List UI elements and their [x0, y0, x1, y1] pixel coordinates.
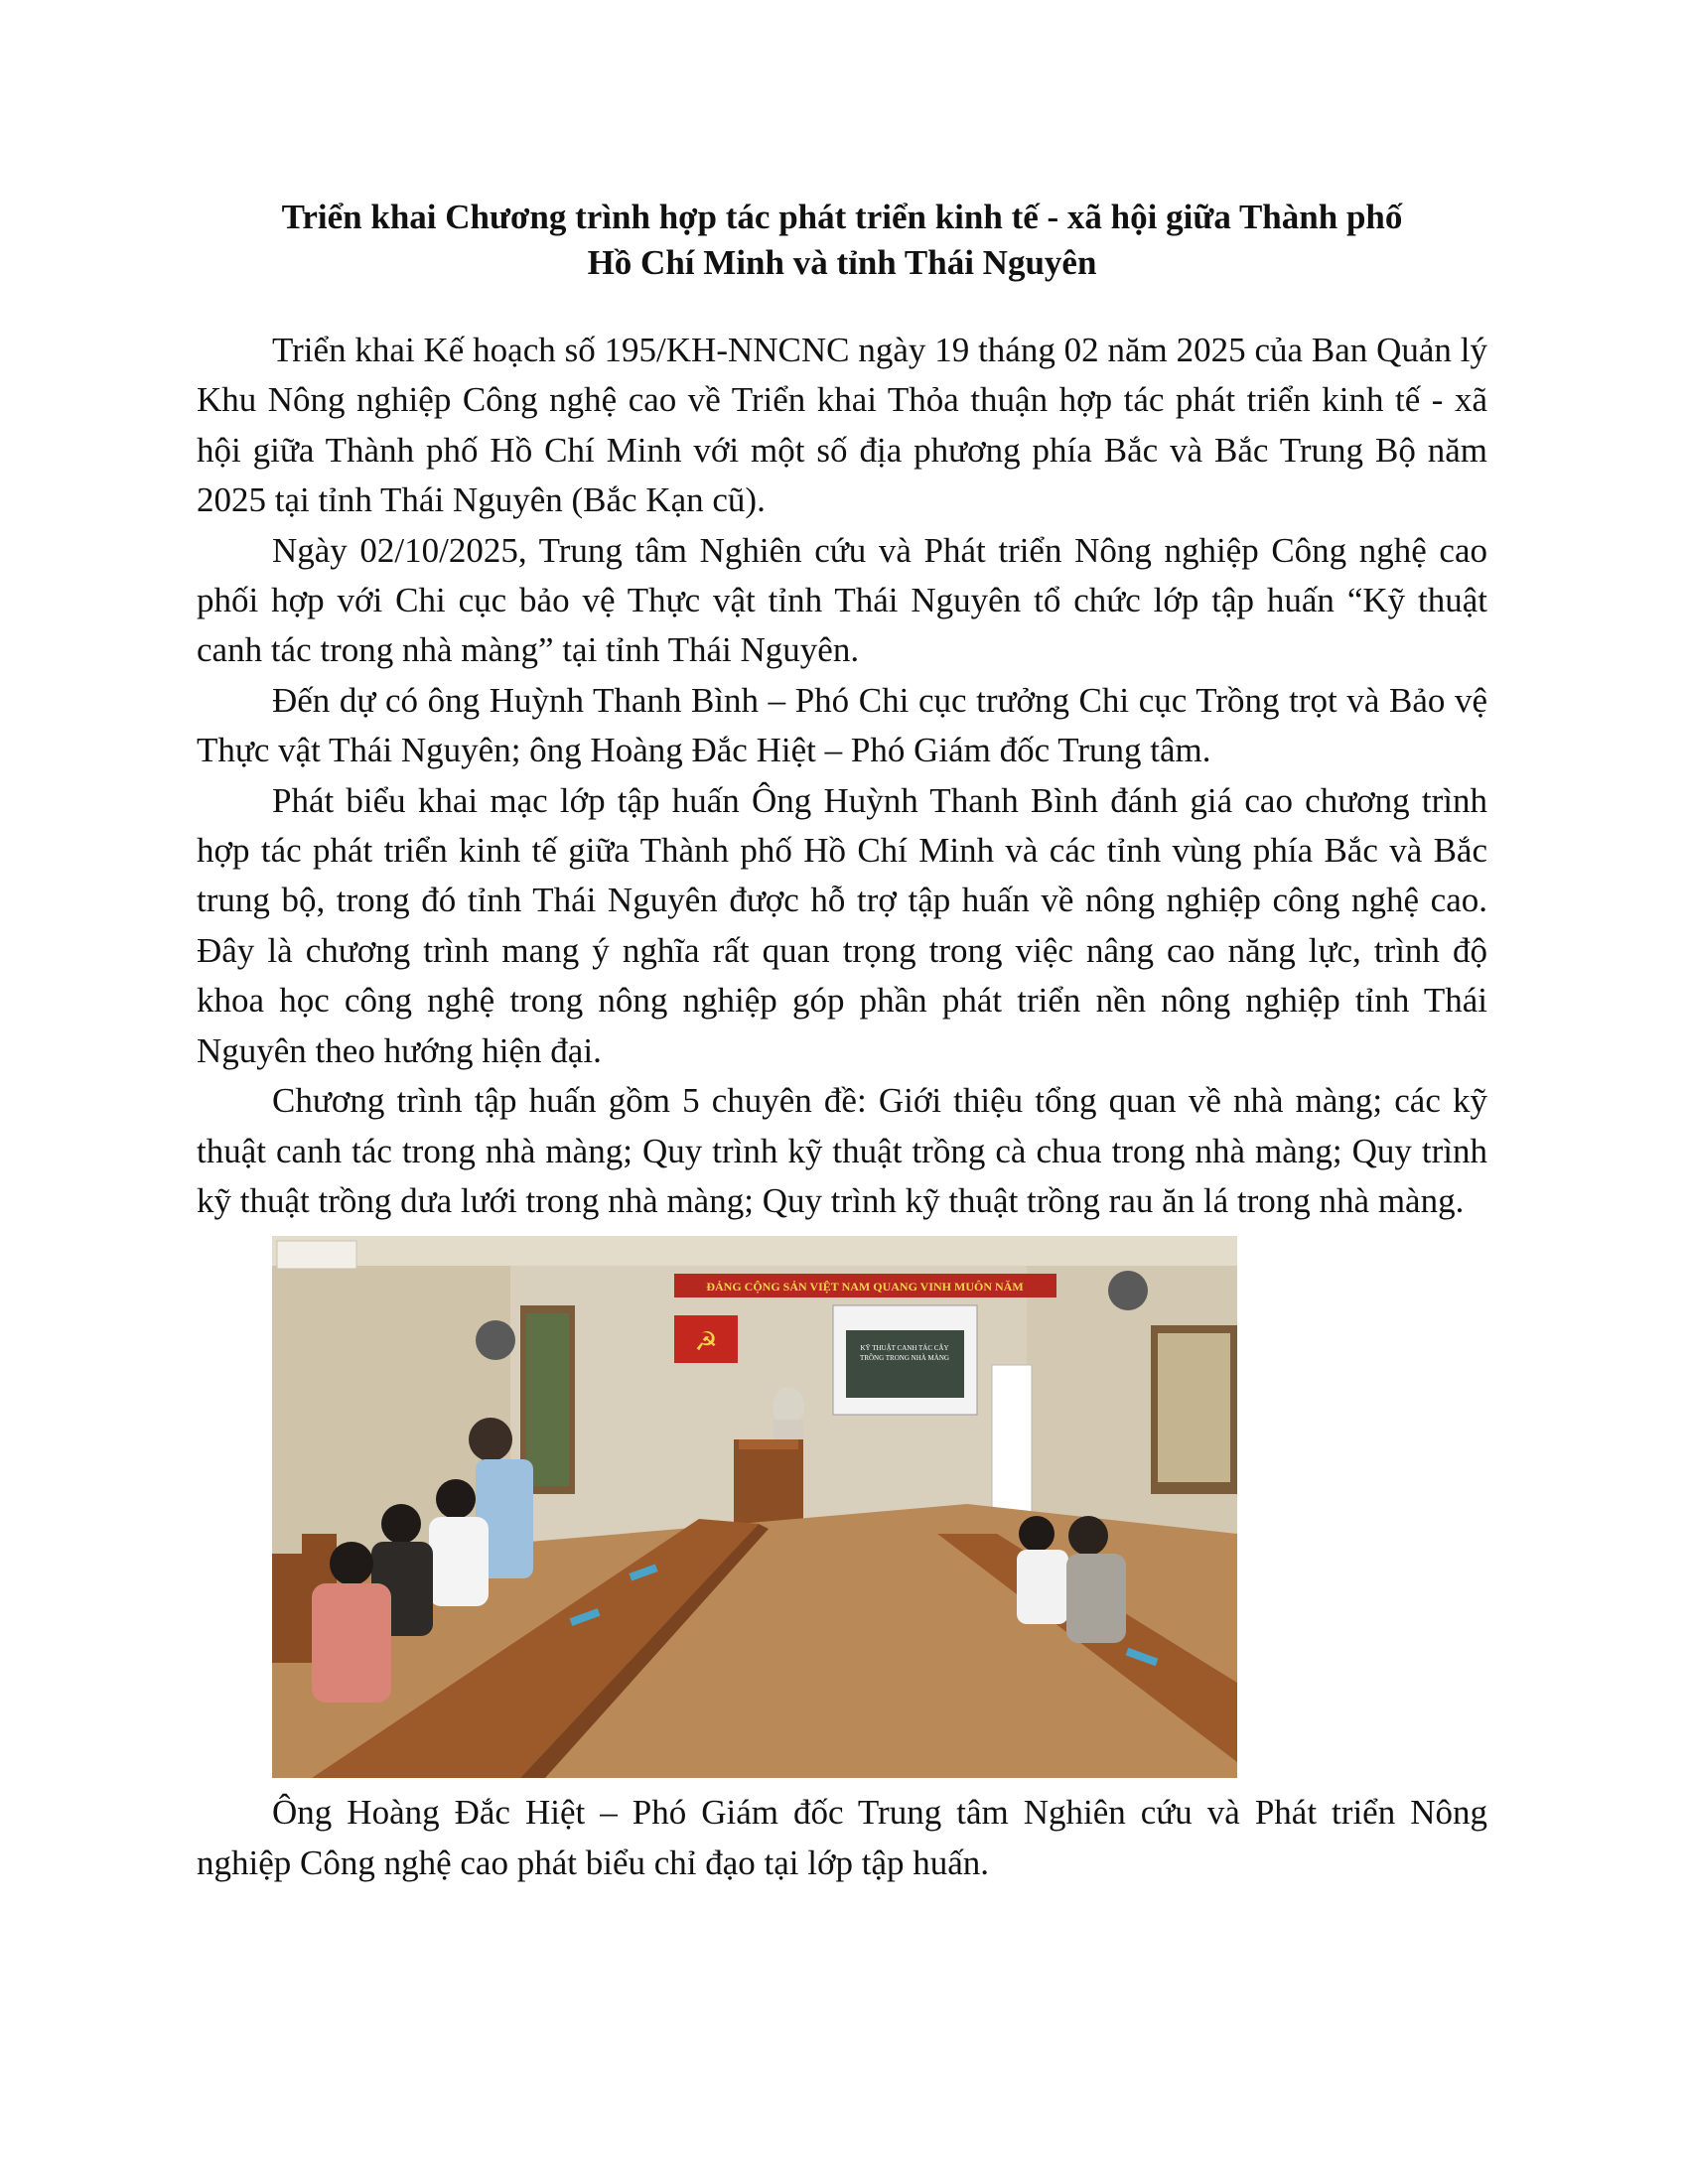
- wall-fan-right-icon: [1108, 1271, 1148, 1310]
- photo-caption: Ông Hoàng Đắc Hiệt – Phó Giám đốc Trung tâm Nghiên cứu và Phát triển Nông nghiệp Công nghệ cao phát biểu chỉ đạo tại lớp tập huấn.: [197, 1793, 1487, 1882]
- document-page: [197, 195, 1487, 1888]
- paragraph-program: Chương trình tập huấn gồm 5 chuyên đề: Giới thiệu tổng quan về nhà màng; các kỹ thuật canh tác trong nhà màng; Quy trình kỹ thuật trồng cà chua trong nhà màng; Quy trình kỹ thuật trồng dưa lưới trong nhà màng; Quy trình kỹ thuật trồng rau ăn lá trong nhà màng.: [197, 1081, 1487, 1220]
- document-title-line2: Hồ Chí Minh và tỉnh Thái Nguyên: [587, 243, 1097, 282]
- training-photo-illustration: [272, 1236, 1237, 1778]
- podium: [734, 1439, 803, 1524]
- banner-text: ĐẢNG CỘNG SẢN VIỆT NAM QUANG VINH MUÔN NĂM: [706, 1280, 1024, 1295]
- paragraph-opening-speech: Phát biểu khai mạc lớp tập huấn Ông Huỳnh Thanh Bình đánh giá cao chương trình hợp tác phát triển kinh tế giữa Thành phố Hồ Chí Minh và các tỉnh vùng phía Bắc và Bắc trung bộ, trong đó tỉnh Thái Nguyên được hỗ trợ tập huấn về nông nghiệp công nghệ cao. Đây là chương trình mang ý nghĩa rất quan trọng trong việc nâng cao năng lực, trình độ khoa học công nghệ trong nông nghiệp góp phần phát triển nền nông nghiệp tỉnh Thái Nguyên theo hướng hiện đại.: [197, 780, 1487, 1070]
- document-title-line1: Triển khai Chương trình hợp tác phát triển kinh tế - xã hội giữa Thành phố: [281, 198, 1403, 236]
- hammer-sickle-icon: ☭: [694, 1327, 718, 1358]
- screen-text-line1: KỸ THUẬT CANH TÁC CÂY: [860, 1344, 949, 1353]
- paragraph-date: Ngày 02/10/2025, Trung tâm Nghiên cứu và Phát triển Nông nghiệp Công nghệ cao phối hợp với Chi cục bảo vệ Thực vật tỉnh Thái Nguyên tổ chức lớp tập huấn “Kỹ thuật canh tác trong nhà màng” tại tỉnh Thái Nguyên.: [197, 530, 1487, 670]
- training-photo: [272, 1236, 1237, 1778]
- paragraph-attendees: Đến dự có ông Huỳnh Thanh Bình – Phó Chi cục trưởng Chi cục Trồng trọt và Bảo vệ Thực vật Thái Nguyên; ông Hoàng Đắc Hiệt – Phó Giám đốc Trung tâm.: [197, 680, 1487, 770]
- screen-text-line2: TRỒNG TRONG NHÀ MÀNG: [860, 1354, 949, 1363]
- wall-fan-left-icon: [476, 1320, 515, 1360]
- paragraph-plan: Triển khai Kế hoạch số 195/KH-NNCNC ngày 19 tháng 02 năm 2025 của Ban Quản lý Khu Nông nghiệp Công nghệ cao về Triển khai Thỏa thuận hợp tác phát triển kinh tế - xã hội giữa Thành phố Hồ Chí Minh với một số địa phương phía Bắc và Bắc Trung Bộ năm 2025 tại tỉnh Thái Nguyên (Bắc Kạn cũ).: [197, 331, 1487, 520]
- document-title: [197, 195, 1487, 286]
